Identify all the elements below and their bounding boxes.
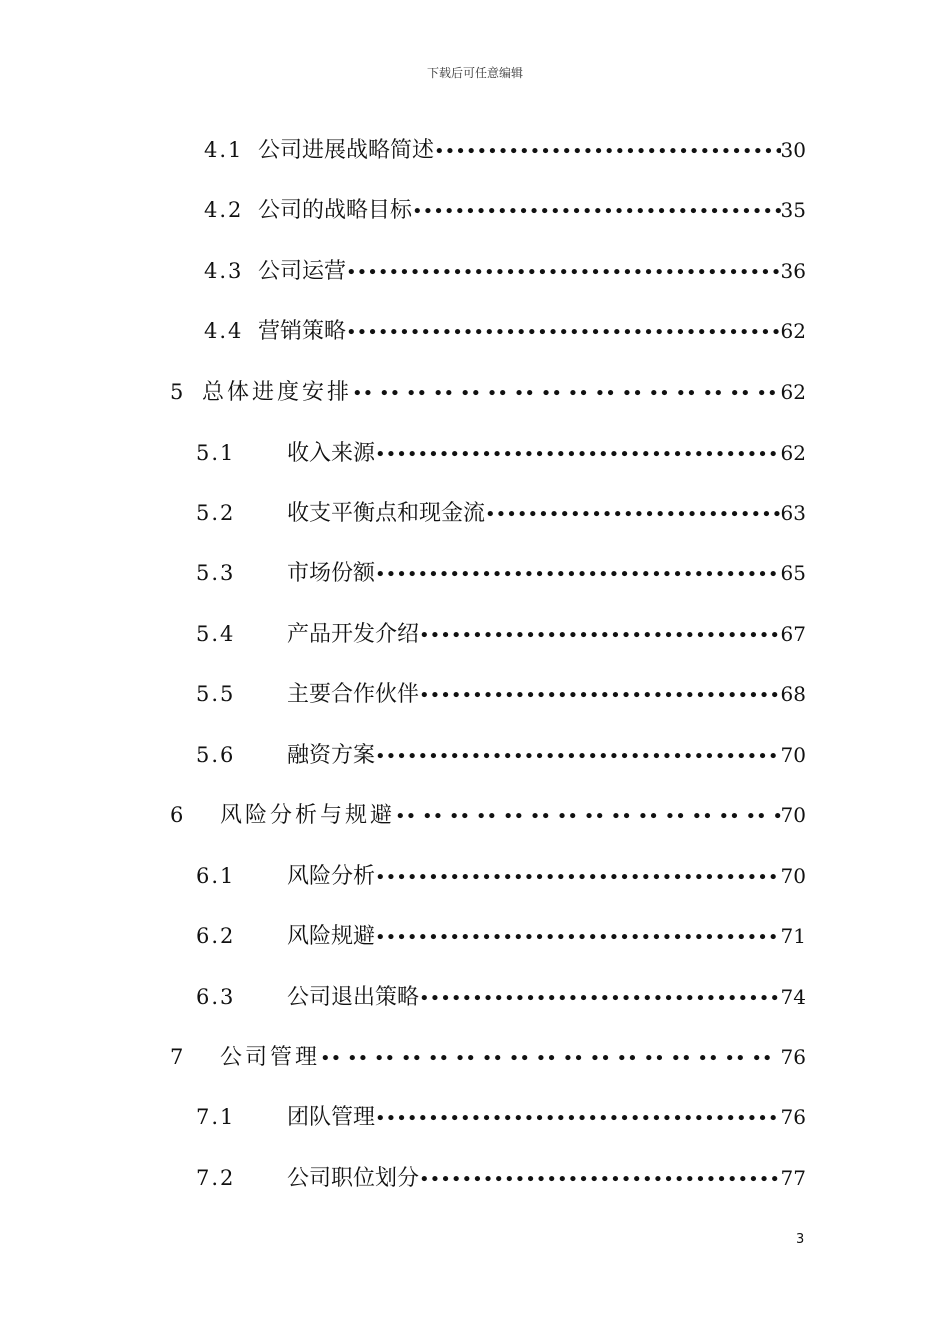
toc-section-number: 6.3 [196,985,236,1009]
toc-entry[interactable] [0,315,950,355]
toc-entry[interactable] [0,497,950,537]
dot-leader [412,196,781,228]
toc-page-number: 68 [780,682,806,706]
toc-page-number: 77 [780,1166,806,1190]
toc-entry-line [287,739,806,773]
dot-leader [375,741,781,773]
toc-section-number: 5.4 [196,622,236,646]
toc-section-title: 公司职位划分 [287,1166,420,1191]
toc-section-number: 7.1 [196,1105,236,1129]
toc-section-number: 6.1 [196,864,236,888]
dot-leader [346,317,781,349]
toc-entry-line [287,1162,806,1196]
toc-section-number: 7.2 [196,1166,236,1190]
dot-leader [375,1103,781,1135]
toc-page-number: 30 [780,138,806,162]
toc-section-number: 5 [170,380,186,404]
toc-section-number: 5.5 [196,682,236,706]
toc-section-number: 7 [170,1045,186,1069]
toc-section-title: 风险规避 [287,924,376,949]
toc-section-title: 收支平衡点和现金流 [287,501,486,526]
dot-leader [419,620,781,652]
toc-entry-line [287,920,806,954]
toc-section-title: 风险分析与规避 [220,803,396,828]
toc-entry[interactable] [0,860,950,900]
toc-section-number: 4.2 [204,198,244,222]
toc-entry-line [258,194,806,228]
toc-entry[interactable] [0,920,950,960]
toc-section-title: 公司的战略目标 [258,198,413,223]
toc-page-number: 62 [780,380,806,404]
toc-section-title: 收入来源 [287,441,376,466]
toc-section-title: 营销策略 [258,319,347,344]
toc-page-number: 71 [780,924,806,948]
toc-page-number: 70 [780,743,806,767]
page-header: 下载后可任意编辑 [426,66,523,80]
toc-entry[interactable] [0,981,950,1021]
toc-section-title: 风险分析 [287,864,376,889]
toc-entry-line [258,134,806,168]
toc-section-number: 6 [170,803,186,827]
toc-entry[interactable] [0,194,950,234]
toc-page-number: 36 [780,259,806,283]
dot-leader [352,378,781,410]
toc-section-title: 市场份额 [287,561,376,586]
toc-section-title: 产品开发介绍 [287,622,420,647]
toc-entry[interactable] [0,1101,950,1141]
toc-entry[interactable] [0,437,950,477]
page-number: 3 [796,1232,805,1247]
toc-entry[interactable] [0,134,950,174]
toc-page-number: 63 [780,501,806,525]
toc-section-number: 5.3 [196,561,236,585]
toc-page-number: 76 [780,1105,806,1129]
toc-entry-line [287,860,806,894]
dot-leader [346,257,781,289]
dot-leader [375,559,781,591]
toc-entry-line [220,1041,806,1075]
toc-section-title: 公司运营 [258,259,347,284]
dot-leader [320,1043,781,1075]
toc-section-number: 5.1 [196,441,236,465]
dot-leader [419,680,781,712]
toc-section-number: 4.4 [204,319,244,343]
toc-entry[interactable] [0,1041,950,1081]
toc-page-number: 74 [780,985,806,1009]
toc-entry-line [220,799,806,833]
dot-leader [419,1164,781,1196]
dot-leader [375,862,781,894]
dot-leader [485,499,781,531]
dot-leader [375,439,781,471]
toc-section-title: 公司退出策略 [287,985,420,1010]
toc-entry-line [258,315,806,349]
toc-section-title: 主要合作伙伴 [287,682,420,707]
toc-section-number: 6.2 [196,924,236,948]
dot-leader [375,922,781,954]
toc-entry-line [287,497,806,531]
toc-section-title: 总体进度安排 [202,380,353,405]
toc-section-number: 4.1 [204,138,244,162]
dot-leader [419,983,781,1015]
toc-page-number: 62 [780,319,806,343]
toc-entry-line [287,618,806,652]
toc-entry[interactable] [0,739,950,779]
toc-entry-line [202,376,806,410]
toc-page-number: 35 [780,198,806,222]
dot-leader [434,136,781,168]
toc-entry-line [287,557,806,591]
toc-page-number: 76 [780,1045,806,1069]
toc-section-number: 5.2 [196,501,236,525]
toc-entry-line [287,437,806,471]
toc-entry[interactable] [0,678,950,718]
toc-section-number: 5.6 [196,743,236,767]
toc-page-number: 62 [780,441,806,465]
toc-section-title: 融资方案 [287,743,376,768]
toc-entry[interactable] [0,618,950,658]
toc-entry-line [287,1101,806,1135]
toc-entry-line [287,678,806,712]
toc-entry-line [258,255,806,289]
toc-entry[interactable] [0,557,950,597]
toc-section-number: 4.3 [204,259,244,283]
toc-page-number: 70 [780,864,806,888]
toc-page-number: 70 [780,803,806,827]
toc-section-title: 公司进展战略简述 [258,138,435,163]
toc-entry[interactable] [0,255,950,295]
toc-entry[interactable] [0,1162,950,1202]
toc-section-title: 公司管理 [220,1045,321,1070]
toc-entry-line [287,981,806,1015]
toc-page-number: 67 [780,622,806,646]
toc-page-number: 65 [780,561,806,585]
toc-section-title: 团队管理 [287,1105,376,1130]
toc-entry[interactable] [0,376,950,416]
toc-entry[interactable] [0,799,950,839]
dot-leader [395,801,781,833]
